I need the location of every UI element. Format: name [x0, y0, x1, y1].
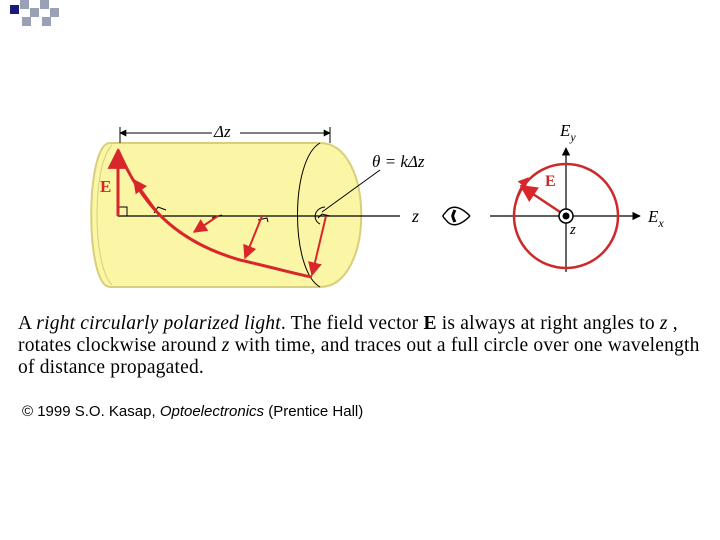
caption-italic-term: right circularly polarized light: [36, 313, 281, 334]
e-cylinder-label: E: [100, 177, 112, 196]
z-center-label: z: [570, 222, 576, 238]
ex-label: $E_x$: [648, 207, 664, 230]
eye-icon: [443, 207, 470, 225]
theta-label: θ = kΔz: [372, 152, 425, 171]
ey-label: $E_y$: [560, 121, 576, 144]
e-rotating-vector: [521, 186, 566, 216]
credit-book-title: Optoelectronics: [159, 403, 265, 420]
caption-bold-e: E: [423, 313, 437, 334]
e-circle-label: E: [545, 173, 556, 190]
delta-z-label: Δz: [214, 122, 231, 141]
figure-caption: A right circularly polarized light. The field vector E is always at right angles to z , rotates clockwise around z with time, and traces out a full circle over one wavelength of distance propagated.: [18, 313, 700, 378]
source-credit: © 1999 S.O. Kasap, Optoelectronics (Prentice Hall): [22, 403, 364, 420]
z-axis-label: z: [412, 206, 420, 226]
